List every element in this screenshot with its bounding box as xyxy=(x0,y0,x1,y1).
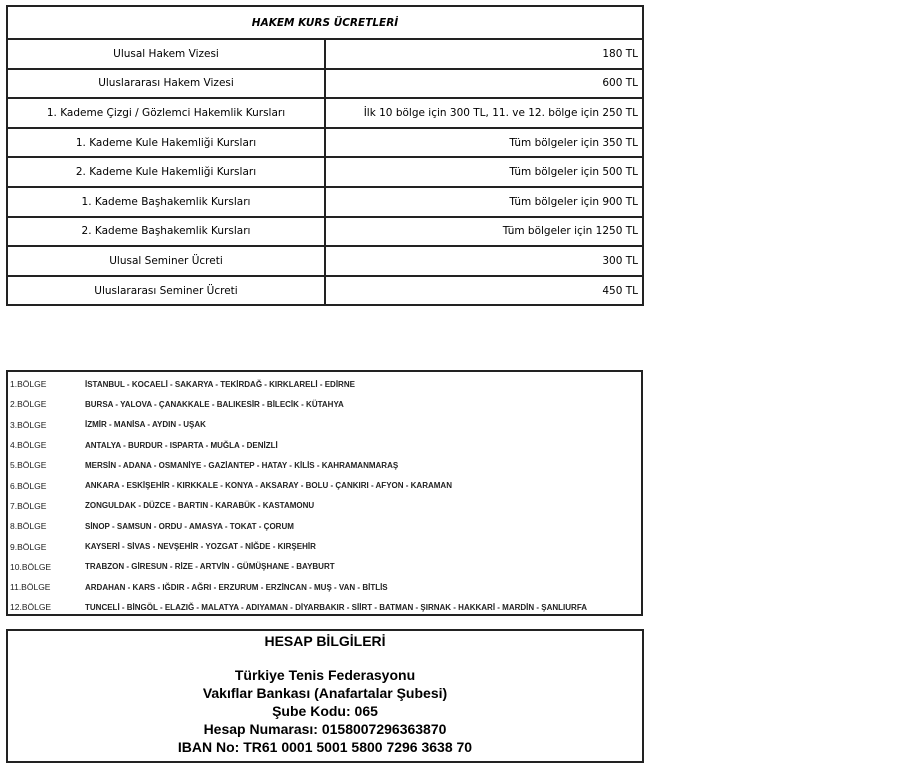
fee-price: Tüm bölgeler için 500 TL xyxy=(325,157,643,187)
fee-price: Tüm bölgeler için 350 TL xyxy=(325,128,643,158)
account-info-box xyxy=(6,629,644,763)
fee-row xyxy=(7,98,643,128)
region-name: 7.BÖLGE xyxy=(10,500,47,511)
fee-price: 180 TL xyxy=(325,39,643,69)
region-cities: SİNOP - SAMSUN - ORDU - AMASYA - TOKAT - ÇORUM xyxy=(85,521,294,531)
region-name: 9.BÖLGE xyxy=(10,541,47,552)
region-cities: İZMİR - MANİSA - AYDIN - UŞAK xyxy=(85,420,206,430)
fee-table-title: HAKEM KURS ÜCRETLERİ xyxy=(7,6,643,39)
region-row xyxy=(10,496,587,516)
branch-code: Şube Kodu: 065 xyxy=(272,703,378,719)
bank-name: Vakıflar Bankası (Anafartalar Şubesi) xyxy=(202,685,448,701)
fee-table-title-row xyxy=(7,6,643,39)
fee-name: 1. Kademe Kule Hakemliği Kursları xyxy=(7,128,325,158)
fee-name: 1. Kademe Çizgi / Gözlemci Hakemlik Kursları xyxy=(7,98,325,128)
referee-fee-table xyxy=(6,5,644,306)
region-name: 3.BÖLGE xyxy=(10,419,47,430)
region-cities: İSTANBUL - KOCAELİ - SAKARYA - TEKİRDAĞ - KIRKLARELİ - EDİRNE xyxy=(85,379,355,389)
region-row xyxy=(10,536,587,556)
fee-name: Ulusal Hakem Vizesi xyxy=(7,39,325,69)
fee-price: 300 TL xyxy=(325,246,643,276)
fee-row xyxy=(7,187,643,217)
fee-name: 2. Kademe Başhakemlik Kursları xyxy=(7,217,325,247)
fee-row xyxy=(7,69,643,99)
fee-price: İlk 10 bölge için 300 TL, 11. ve 12. bölge için 250 TL xyxy=(325,98,643,128)
region-name: 12.BÖLGE xyxy=(10,602,52,613)
region-row xyxy=(10,394,587,414)
region-cities: ANTALYA - BURDUR - ISPARTA - MUĞLA - DENİZLİ xyxy=(85,440,278,450)
account-number: Hesap Numarası: 0158007296363870 xyxy=(203,721,447,737)
region-name: 8.BÖLGE xyxy=(10,521,47,532)
region-cities: BURSA - YALOVA - ÇANAKKALE - BALIKESİR - BİLECİK - KÜTAHYA xyxy=(85,399,344,409)
fee-row xyxy=(7,276,643,306)
account-info-lines xyxy=(8,666,642,756)
account-holder: Türkiye Tenis Federasyonu xyxy=(234,667,416,683)
region-name: 2.BÖLGE xyxy=(10,399,47,410)
fee-name: 2. Kademe Kule Hakemliği Kursları xyxy=(7,157,325,187)
region-cities: TRABZON - GİRESUN - RİZE - ARTVİN - GÜMÜŞHANE - BAYBURT xyxy=(85,562,335,572)
region-row xyxy=(10,374,587,394)
region-cities: KAYSERİ - SİVAS - NEVŞEHİR - YOZGAT - NİĞDE - KIRŞEHİR xyxy=(85,542,316,552)
region-row xyxy=(10,415,587,435)
region-name: 6.BÖLGE xyxy=(10,480,47,491)
region-name: 11.BÖLGE xyxy=(10,582,51,593)
region-cities: ANKARA - ESKİŞEHİR - KIRKKALE - KONYA - AKSARAY - BOLU - ÇANKIRI - AFYON - KARAMAN xyxy=(85,481,452,491)
region-row xyxy=(10,455,587,475)
fee-name: Ulusal Seminer Ücreti xyxy=(7,246,325,276)
region-row xyxy=(10,577,587,597)
region-list-box xyxy=(6,370,643,616)
region-row xyxy=(10,557,587,577)
fee-price: Tüm bölgeler için 1250 TL xyxy=(325,217,643,247)
iban: IBAN No: TR61 0001 5001 5800 7296 3638 70 xyxy=(177,739,473,755)
region-cities: ZONGULDAK - DÜZCE - BARTIN - KARABÜK - KASTAMONU xyxy=(85,501,315,511)
region-name: 4.BÖLGE xyxy=(10,440,47,451)
fee-row xyxy=(7,128,643,158)
fee-row xyxy=(7,39,643,69)
region-name: 10.BÖLGE xyxy=(10,561,52,572)
fee-row xyxy=(7,157,643,187)
account-info-title: HESAP BİLGİLERİ xyxy=(264,633,386,649)
region-cities: MERSİN - ADANA - OSMANİYE - GAZİANTEP - HATAY - KİLİS - KAHRAMANMARAŞ xyxy=(85,460,399,470)
fee-name: 1. Kademe Başhakemlik Kursları xyxy=(7,187,325,217)
fee-price: 450 TL xyxy=(325,276,643,306)
region-row xyxy=(10,516,587,536)
fee-name: Uluslararası Seminer Ücreti xyxy=(7,276,325,306)
region-table xyxy=(10,374,587,618)
fee-price: 600 TL xyxy=(325,69,643,99)
fee-row xyxy=(7,217,643,247)
region-name: 1.BÖLGE xyxy=(10,379,47,390)
region-row xyxy=(10,475,587,495)
region-cities: ARDAHAN - KARS - IĞDIR - AĞRI - ERZURUM - ERZİNCAN - MUŞ - VAN - BİTLİS xyxy=(85,582,388,592)
region-name: 5.BÖLGE xyxy=(10,460,47,471)
region-cities: TUNCELİ - BİNGÖL - ELAZIĞ - MALATYA - ADIYAMAN - DİYARBAKIR - SİİRT - BATMAN - ŞIRNAK - HAKKARİ - MARDİN - ŞANLIURFA xyxy=(85,602,588,612)
fee-name: Uluslararası Hakem Vizesi xyxy=(7,69,325,99)
fee-price: Tüm bölgeler için 900 TL xyxy=(325,187,643,217)
fee-row xyxy=(7,246,643,276)
region-row xyxy=(10,597,587,617)
region-row xyxy=(10,435,587,455)
